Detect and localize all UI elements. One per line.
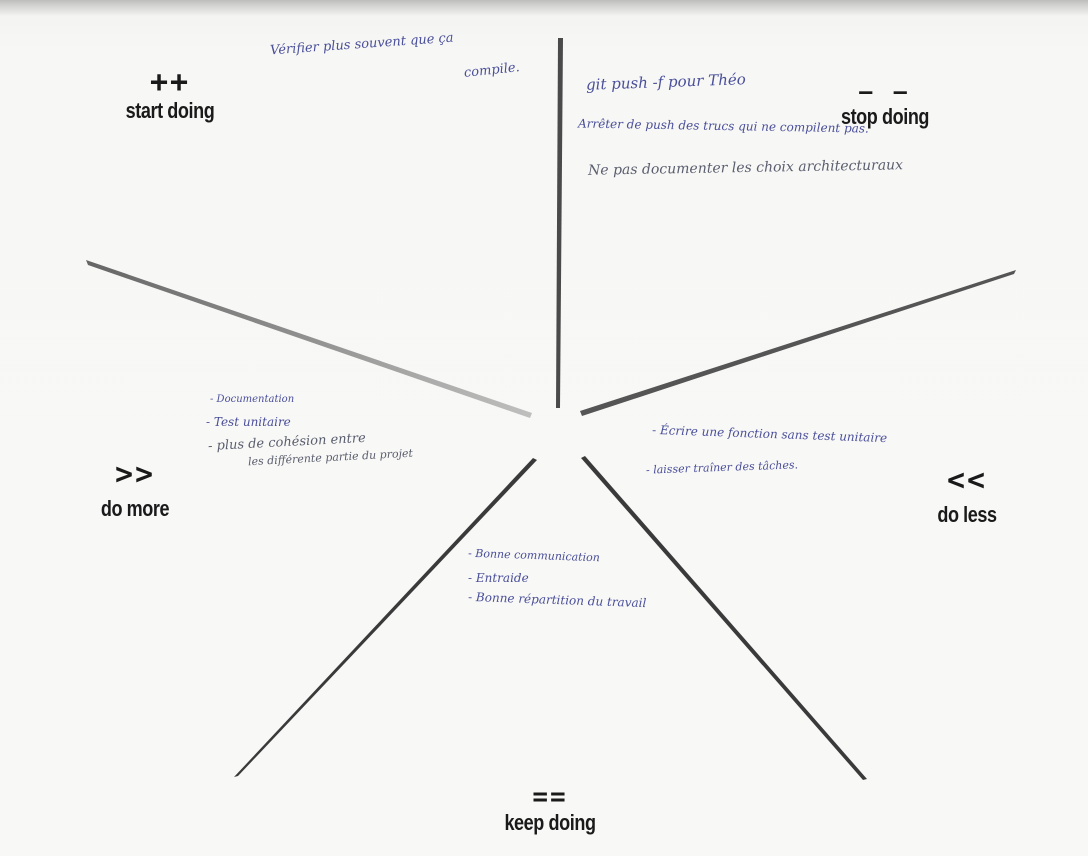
note-stop-doing-2: Arrêter de push des trucs qui ne compilent pas. [577, 116, 869, 136]
note-start-doing-1: Vérifier plus souvent que ça [269, 30, 455, 59]
section-start-doing [110, 65, 230, 124]
note-keep-doing-3: - Bonne répartition du travail [467, 589, 647, 611]
section-do-more [80, 457, 190, 522]
note-keep-doing-1: - Bonne communication [467, 546, 601, 565]
do-more-title: do more [100, 496, 170, 521]
keep-doing-title: keep doing [504, 810, 596, 835]
note-do-less-2: - laisser traîner des tâches. [645, 458, 799, 477]
note-start-doing-2: compile. [463, 60, 521, 81]
divider-line-top [556, 38, 563, 408]
note-stop-doing-1: git push -f pour Théo [585, 70, 747, 94]
section-do-less [912, 463, 1022, 528]
plus-plus-symbol: ++ [149, 65, 191, 100]
note-do-less-1: - Écrire une fonction sans test unitaire [651, 422, 888, 446]
double-left-symbol: << [946, 463, 988, 498]
stop-doing-title: stop doing [840, 104, 930, 129]
section-keep-doing [490, 784, 610, 836]
double-right-symbol: >> [114, 457, 156, 492]
do-less-title: do less [937, 502, 997, 527]
start-doing-title: start doing [125, 98, 215, 123]
note-do-more-1: - Documentation [210, 394, 295, 405]
minus-minus-symbol: – – [859, 80, 911, 105]
note-do-more-2: - Test unitaire [206, 415, 291, 429]
divider-line-right [580, 270, 1016, 416]
equals-equals-symbol: == [532, 782, 568, 812]
note-stop-doing-3: Ne pas documenter les choix architecturaux [587, 157, 904, 179]
divider-line-bottom-right [581, 456, 867, 780]
note-keep-doing-2: - Entraide [468, 571, 529, 585]
note-do-more-4: les différente partie du projet [247, 446, 414, 469]
divider-line-bottom-left [234, 458, 537, 777]
note-do-more-3: - plus de cohésion entre [207, 430, 367, 455]
divider-line-left [86, 260, 532, 418]
